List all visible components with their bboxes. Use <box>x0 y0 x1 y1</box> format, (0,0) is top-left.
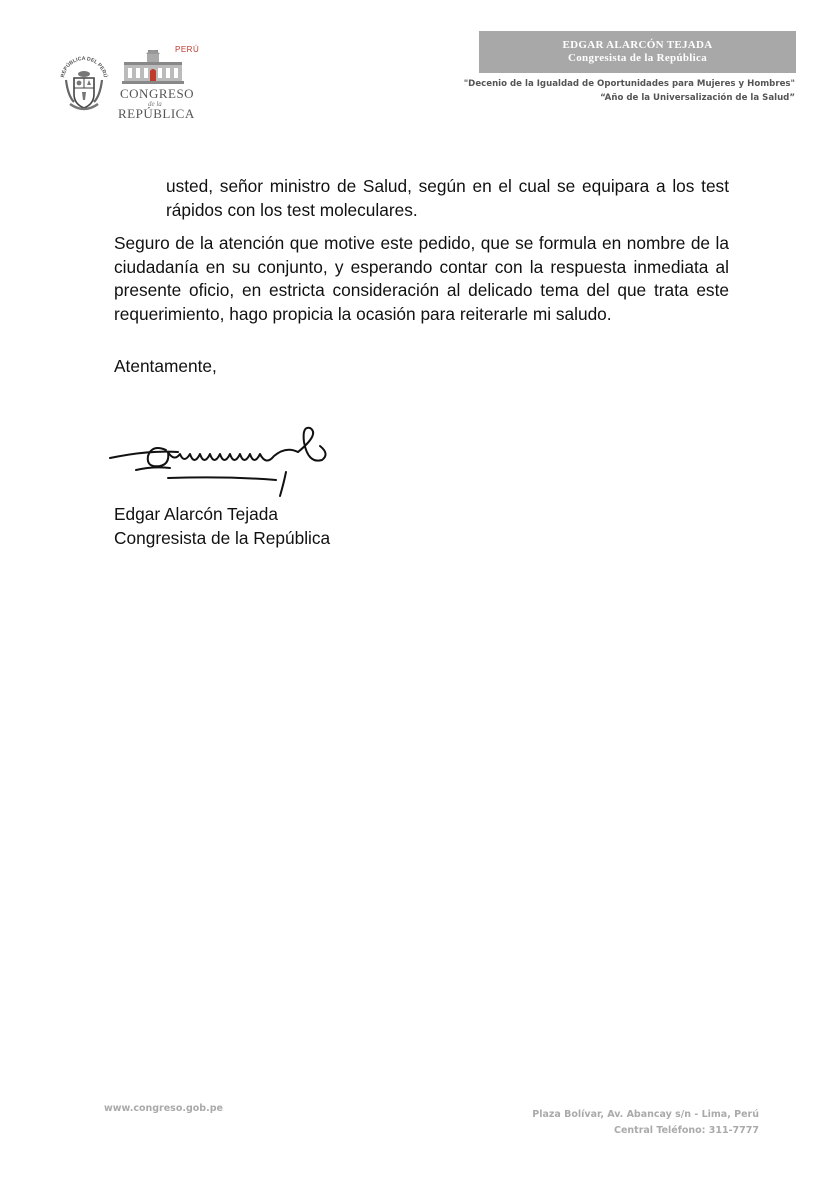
signer-block <box>114 503 330 550</box>
peru-tag: PERÚ <box>175 45 200 54</box>
closing-salutation: Atentamente, <box>114 356 217 376</box>
de-la-word: de la <box>148 100 162 108</box>
footer-phone: Central Teléfono: 311-7777 <box>613 1125 759 1136</box>
congreso-logo <box>118 44 200 122</box>
footer-address: Plaza Bolívar, Av. Abancay s/n - Lima, Perú <box>532 1109 759 1120</box>
header-logos <box>58 44 198 122</box>
anio-line: “Año de la Universalización de la Salud” <box>600 93 795 103</box>
republica-word: REPÚBLICA <box>118 106 195 121</box>
congresista-title: Congresista de la República <box>568 52 707 64</box>
seal-text: REPÚBLICA DEL PERÚ <box>60 55 108 79</box>
footer-website[interactable]: www.congreso.gob.pe <box>104 1103 223 1114</box>
decenio-line: "Decenio de la Igualdad de Oportunidades para Mujeres y Hombres" <box>463 79 795 89</box>
signer-name: Edgar Alarcón Tejada <box>114 504 278 524</box>
signer-title: Congresista de la República <box>114 527 331 548</box>
peru-coat-of-arms-logo <box>58 50 110 118</box>
body-paragraph-1: usted, señor ministro de Salud, según en el cual se equipara a los test rápidos con los test moleculares. <box>166 176 729 220</box>
body-paragraph-2: Seguro de la atención que motive este pedido, que se formula en nombre de la ciudadanía en su conjunto, y esperando contar con la respuesta inmediata al presente oficio, en estricta consideración al delicado tema del que trata este requerimiento, hago propicia la ocasión para reiterarle mi saludo. <box>114 233 729 324</box>
congresista-name-box <box>479 31 796 73</box>
decenio-motto <box>464 77 795 105</box>
footer-contact <box>532 1107 759 1139</box>
congreso-word: CONGRESO <box>120 86 195 101</box>
handwritten-signature <box>108 420 333 500</box>
congresista-name: EDGAR ALARCÓN TEJADA <box>562 39 713 51</box>
